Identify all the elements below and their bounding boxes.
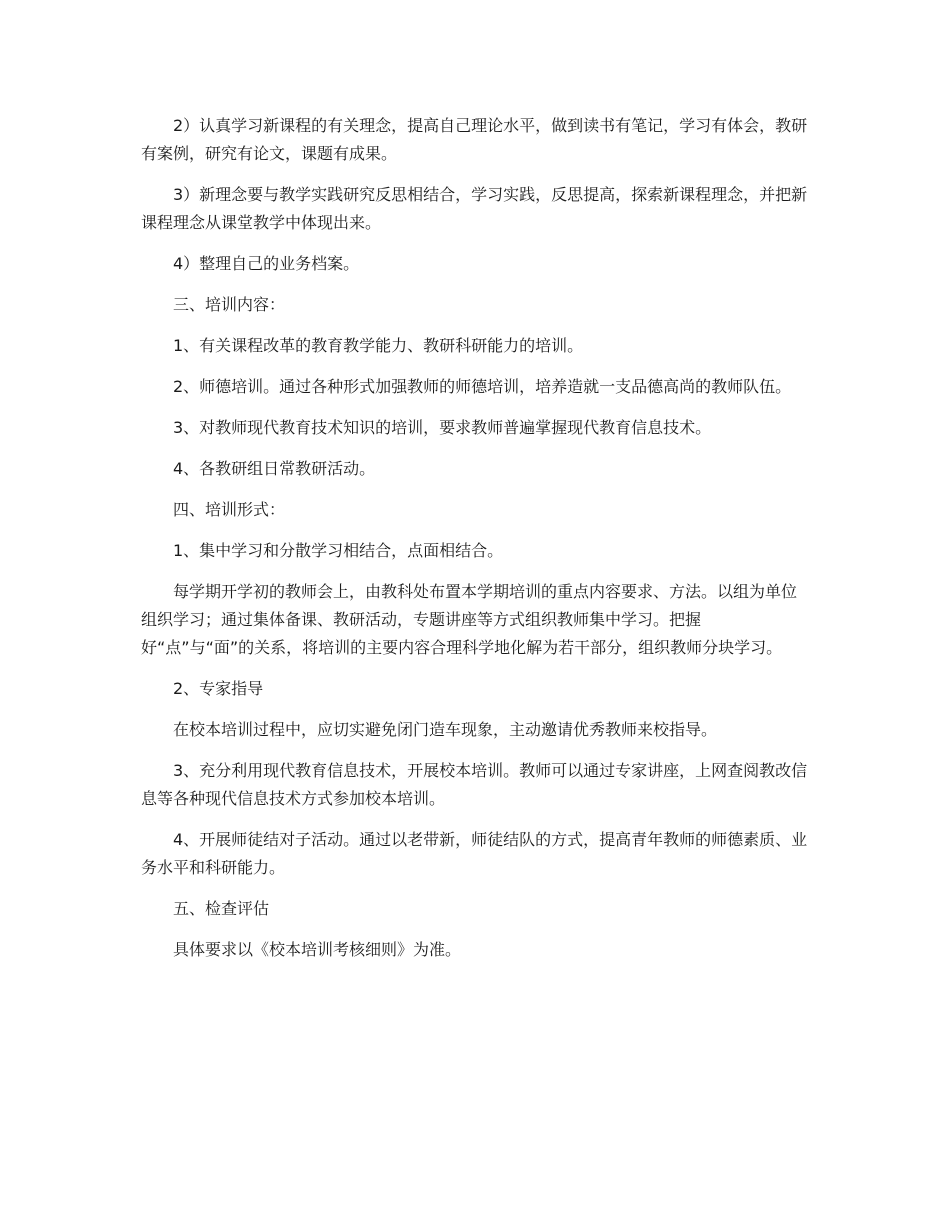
paragraph-assessment-rules: 具体要求以《校本培训考核细则》为准。 [173,940,462,959]
paragraph-practice-reflection: 3）新理念要与教学实践研究反思相结合，学习实践，反思提高，探索新课程理念，并把新课程理念从课堂教学中体现出来。 [141,185,808,232]
section-heading-training-form: 四、培训形式： [173,500,286,519]
paragraph-mentoring: 4、开展师徒结对子活动。通过以老带新，师徒结队的方式，提高青年教师的师德素质、业务水平和科研能力。 [141,830,808,877]
paragraph-expert-guidance: 2、专家指导 [173,679,264,698]
paragraph-curriculum-training: 1、有关课程改革的教育教学能力、教研科研能力的培训。 [173,336,584,355]
paragraph-centralized-study: 1、集中学习和分散学习相结合，点面相结合。 [173,541,504,560]
paragraph-ethics-training: 2、师德培训。通过各种形式加强教师的师德培训，培养造就一支品德高尚的教师队伍。 [173,377,792,396]
paragraph-technology-training: 3、对教师现代教育技术知识的培训，要求教师普遍掌握现代教育信息技术。 [173,418,712,437]
document-body [141,112,811,977]
section-heading-evaluation: 五、检查评估 [173,899,270,918]
paragraph-invite-teachers: 在校本培训过程中，应切实避免闭门造车现象，主动邀请优秀教师来校指导。 [173,720,718,739]
paragraph-information-technology: 3、充分利用现代教育信息技术，开展校本培训。教师可以通过专家讲座，上网查阅教改信息等各种现代信息技术方式参加校本培训。 [141,761,808,808]
paragraph-daily-activities: 4、各教研组日常教研活动。 [173,459,376,478]
section-heading-training-content: 三、培训内容： [173,295,286,314]
paragraph-learning-concepts: 2）认真学习新课程的有关理念，提高自己理论水平，做到读书有笔记，学习有体会，教研有案例，研究有论文，课题有成果。 [141,116,808,163]
paragraph-semester-arrangement: 每学期开学初的教师会上，由教科处布置本学期培训的重点内容要求、方法。以组为单位组织学习；通过集体备课、教研活动，专题讲座等方式组织教师集中学习。把握好“点”与“面”的关系，将培训的主要内容合理科学地化解为若干部分，组织教师分块学习。 [141,582,798,657]
paragraph-business-archive: 4）整理自己的业务档案。 [173,254,360,273]
